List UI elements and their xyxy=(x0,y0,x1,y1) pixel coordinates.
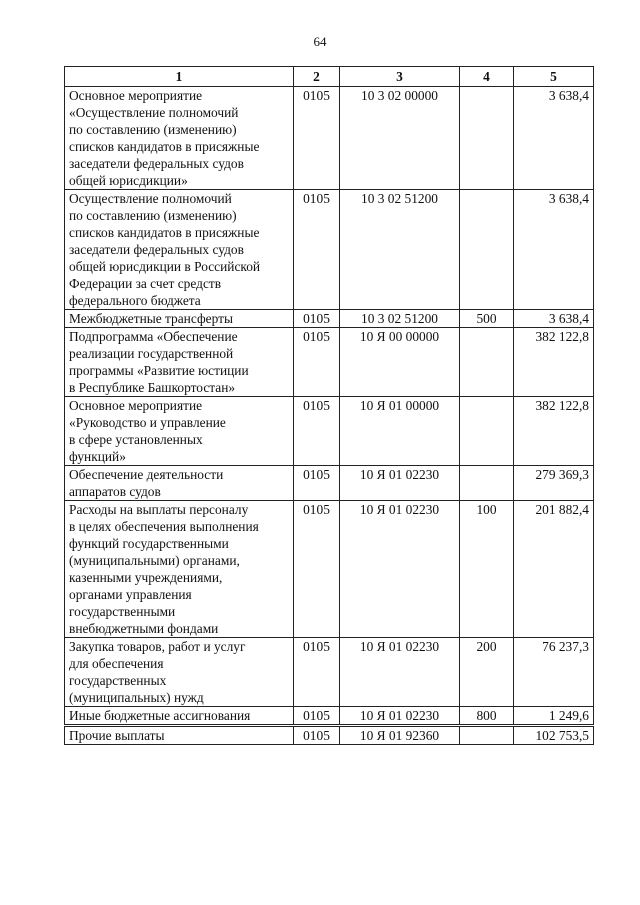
row-name-line: в Республике Башкортостан» xyxy=(69,380,236,395)
row-target-cell: 10 Я 01 92360 xyxy=(340,726,460,745)
row-name-line: реализации государственной xyxy=(69,346,234,361)
row-name-line: Прочие выплаты xyxy=(69,728,165,743)
row-section-cell: 0105 xyxy=(294,310,340,328)
header-col-2: 2 xyxy=(294,67,340,87)
row-section-cell: 0105 xyxy=(294,726,340,745)
row-name-line: в сфере установленных xyxy=(69,432,203,447)
row-name-line: программы «Развитие юстиции xyxy=(69,363,249,378)
row-name-line: Закупка товаров, работ и услуг xyxy=(69,639,246,654)
row-target-cell: 10 Я 01 02230 xyxy=(340,638,460,707)
row-target-cell: 10 Я 01 02230 xyxy=(340,466,460,501)
row-name-line: государственных xyxy=(69,673,167,688)
header-col-5: 5 xyxy=(514,67,594,87)
row-expense-type-cell: 100 xyxy=(460,501,514,638)
row-section-cell: 0105 xyxy=(294,190,340,310)
row-target-cell: 10 Я 01 00000 xyxy=(340,397,460,466)
row-name-line: Осуществление полномочий xyxy=(69,191,232,206)
row-section-cell: 0105 xyxy=(294,466,340,501)
row-name-line: заседатели федеральных судов xyxy=(69,156,244,171)
row-amount-cell: 3 638,4 xyxy=(514,190,594,310)
row-expense-type-cell xyxy=(460,87,514,190)
budget-table xyxy=(64,66,594,745)
row-name-cell xyxy=(65,87,294,190)
row-amount-cell: 102 753,5 xyxy=(514,726,594,745)
row-name-line: списков кандидатов в присяжные xyxy=(69,225,260,240)
row-target-cell: 10 3 02 00000 xyxy=(340,87,460,190)
table-row xyxy=(65,87,594,190)
row-name-cell xyxy=(65,397,294,466)
row-name-line: Основное мероприятие xyxy=(69,398,203,413)
row-name-cell xyxy=(65,190,294,310)
row-name-line: аппаратов судов xyxy=(69,484,161,499)
row-name-line: Межбюджетные трансферты xyxy=(69,311,233,326)
row-amount-cell: 3 638,4 xyxy=(514,87,594,190)
table-row xyxy=(65,638,594,707)
row-name-line: по составлению (изменению) xyxy=(69,208,237,223)
row-expense-type-cell xyxy=(460,190,514,310)
row-amount-cell: 279 369,3 xyxy=(514,466,594,501)
table-row xyxy=(65,466,594,501)
table-row xyxy=(65,190,594,310)
page-number: 64 xyxy=(313,34,327,49)
row-name-line: по составлению (изменению) xyxy=(69,122,237,137)
row-name-line: Иные бюджетные ассигнования xyxy=(69,708,251,723)
row-target-cell: 10 Я 01 02230 xyxy=(340,707,460,726)
row-name-line: федерального бюджета xyxy=(69,293,201,308)
row-name-line: органами управления xyxy=(69,587,192,602)
header-col-1: 1 xyxy=(65,67,294,87)
row-name-line: списков кандидатов в присяжные xyxy=(69,139,260,154)
row-expense-type-cell xyxy=(460,397,514,466)
row-name-line: Подпрограмма «Обеспечение xyxy=(69,329,238,344)
row-amount-cell: 1 249,6 xyxy=(514,707,594,726)
row-name-line: (муниципальных) нужд xyxy=(69,690,204,705)
row-expense-type-cell xyxy=(460,466,514,501)
table-row xyxy=(65,328,594,397)
row-name-line: «Руководство и управление xyxy=(69,415,226,430)
row-name-line: казенными учреждениями, xyxy=(69,570,223,585)
row-name-line: государственными xyxy=(69,604,176,619)
row-name-cell xyxy=(65,328,294,397)
row-amount-cell: 201 882,4 xyxy=(514,501,594,638)
table-row xyxy=(65,501,594,638)
row-target-cell: 10 3 02 51200 xyxy=(340,190,460,310)
row-expense-type-cell: 200 xyxy=(460,638,514,707)
row-target-cell: 10 3 02 51200 xyxy=(340,310,460,328)
row-name-line: функций государственными xyxy=(69,536,229,551)
row-name-line: внебюджетными фондами xyxy=(69,621,219,636)
row-target-cell: 10 Я 01 02230 xyxy=(340,501,460,638)
row-section-cell: 0105 xyxy=(294,397,340,466)
header-col-3: 3 xyxy=(340,67,460,87)
row-name-cell xyxy=(65,707,294,726)
header-row xyxy=(65,67,594,87)
row-amount-cell: 3 638,4 xyxy=(514,310,594,328)
row-name-line: в целях обеспечения выполнения xyxy=(69,519,259,534)
row-name-line: Обеспечение деятельности xyxy=(69,467,224,482)
row-name-line: Расходы на выплаты персоналу xyxy=(69,502,249,517)
row-name-cell xyxy=(65,466,294,501)
row-name-line: заседатели федеральных судов xyxy=(69,242,244,257)
row-section-cell: 0105 xyxy=(294,328,340,397)
row-section-cell: 0105 xyxy=(294,87,340,190)
row-name-line: общей юрисдикции» xyxy=(69,173,188,188)
table-body xyxy=(65,87,594,745)
row-name-cell xyxy=(65,638,294,707)
row-name-cell xyxy=(65,310,294,328)
row-expense-type-cell xyxy=(460,726,514,745)
row-name-cell xyxy=(65,501,294,638)
row-name-line: функций» xyxy=(69,449,126,464)
row-name-line: Федерации за счет средств xyxy=(69,276,222,291)
row-name-line: «Осуществление полномочий xyxy=(69,105,239,120)
row-expense-type-cell: 500 xyxy=(460,310,514,328)
row-amount-cell: 382 122,8 xyxy=(514,397,594,466)
row-target-cell: 10 Я 00 00000 xyxy=(340,328,460,397)
row-name-line: для обеспечения xyxy=(69,656,164,671)
row-amount-cell: 76 237,3 xyxy=(514,638,594,707)
row-amount-cell: 382 122,8 xyxy=(514,328,594,397)
row-section-cell: 0105 xyxy=(294,501,340,638)
row-expense-type-cell: 800 xyxy=(460,707,514,726)
row-name-line: общей юрисдикции в Российской xyxy=(69,259,261,274)
table-row xyxy=(65,310,594,328)
row-name-cell xyxy=(65,726,294,745)
row-section-cell: 0105 xyxy=(294,707,340,726)
table-row xyxy=(65,707,594,726)
table-row xyxy=(65,397,594,466)
row-name-line: Основное мероприятие xyxy=(69,88,203,103)
header-col-4: 4 xyxy=(460,67,514,87)
row-section-cell: 0105 xyxy=(294,638,340,707)
row-name-line: (муниципальными) органами, xyxy=(69,553,240,568)
table-row xyxy=(65,726,594,745)
row-expense-type-cell xyxy=(460,328,514,397)
